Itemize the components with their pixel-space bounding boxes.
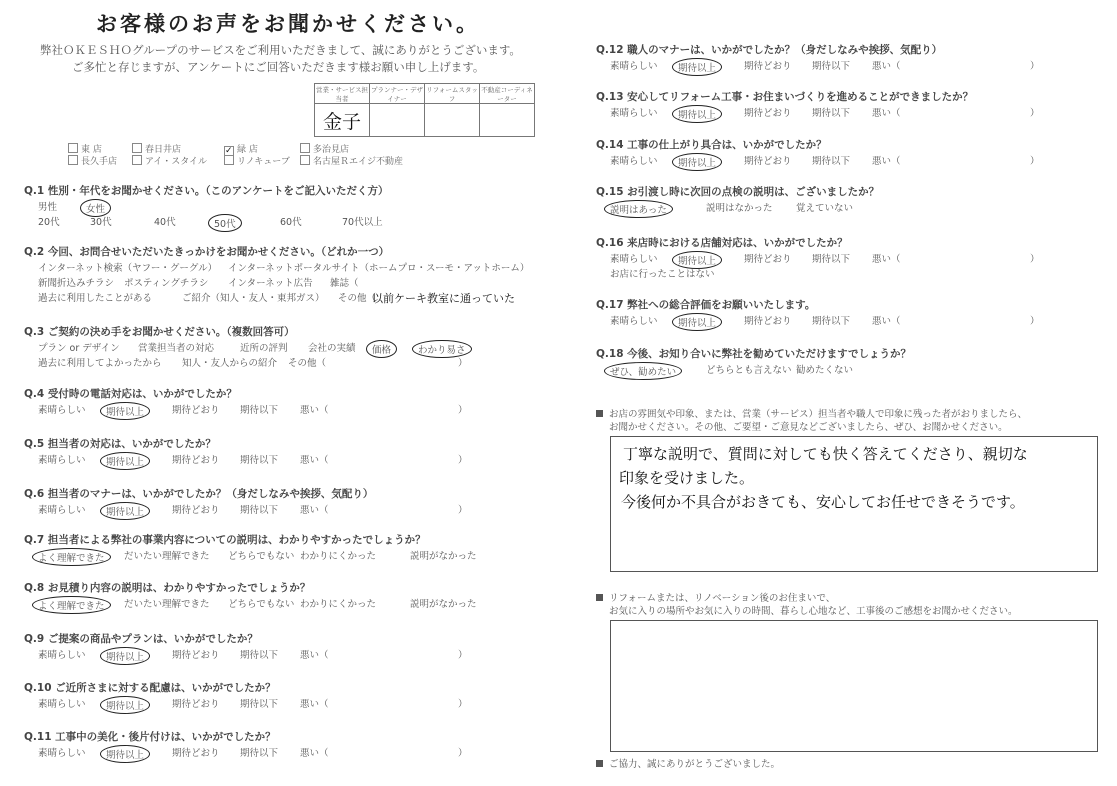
- question-label: Q.6 担当者のマナーは、いかがでしたか？（身だしなみや挨拶、気配り）: [24, 488, 374, 500]
- question-label: Q.17 弊社への総合評価をお願いいたします。: [596, 299, 816, 311]
- answer-option[interactable]: 近所の評判: [240, 343, 288, 354]
- bullet-icon: [596, 594, 603, 601]
- question-label: Q.14 工事の仕上がり具合は、いかがでしたか？: [596, 139, 827, 151]
- question-label: Q.15 お引渡し時に次回の点検の説明は、ございましたか？: [596, 186, 880, 198]
- answer-option[interactable]: ポスティングチラシ: [124, 278, 209, 289]
- store-label: リノキューブ: [237, 157, 290, 167]
- answer-option[interactable]: 期待以下: [812, 316, 851, 327]
- answer-option[interactable]: 素晴らしい: [38, 699, 86, 710]
- answer-option[interactable]: 期待どおり: [172, 505, 220, 516]
- answer-option-selected[interactable]: 期待以上: [672, 251, 722, 269]
- answer-option-selected[interactable]: 期待以上: [672, 58, 722, 76]
- answer-option-selected[interactable]: よく理解できた: [32, 548, 111, 566]
- answer-option[interactable]: 期待以下: [812, 156, 851, 167]
- answer-option-selected[interactable]: ぜひ、勧めたい: [604, 362, 682, 380]
- question-label: Q.8 お見積り内容の説明は、わかりやすかったでしょうか？: [24, 582, 311, 594]
- answer-option[interactable]: だいたい理解できた: [124, 599, 210, 610]
- answer-option: ）: [458, 358, 468, 369]
- answer-option: その他（: [338, 293, 377, 304]
- store-option[interactable]: [300, 154, 403, 167]
- answer-option[interactable]: 素晴らしい: [610, 316, 658, 327]
- answer-option[interactable]: インターネットポータルサイト（ホームプロ・スーモ・アットホーム）: [228, 263, 530, 274]
- answer-option[interactable]: 30代: [90, 217, 112, 228]
- answer-option[interactable]: 素晴らしい: [38, 455, 86, 466]
- answer-option: ）: [458, 748, 468, 759]
- answer-option[interactable]: 期待どおり: [172, 699, 220, 710]
- store-option[interactable]: [224, 154, 290, 167]
- answer-option[interactable]: 期待どおり: [172, 405, 220, 416]
- comment1-prompt: お店の雰囲気や印象、または、営業（サービス）担当者や職人で印象に残った者がおりましたら、 お聞かせください。その他、ご要望・ご意見などございましたら、ぜひ、お聞かせください。: [596, 408, 1027, 434]
- staff-header: 不動産コーディネーター: [481, 85, 533, 103]
- answer-option[interactable]: 期待以下: [812, 254, 851, 265]
- answer-option: ）: [1030, 254, 1040, 265]
- answer-option: ）: [458, 650, 468, 661]
- comment1-box[interactable]: [610, 436, 1098, 572]
- intro-line-1: 弊社ＯＫＥＳＨＯグループのサービスをご利用いただきまして、誠にありがとうございます。: [40, 43, 521, 57]
- question-label: Q.7 担当者による弊社の事業内容についての説明は、わかりやすかったでしょうか？: [24, 534, 426, 546]
- answer-option[interactable]: 期待どおり: [744, 108, 792, 119]
- answer-option[interactable]: 期待どおり: [744, 156, 792, 167]
- intro-line-2: ご多忙と存じますが、アンケートにご回答いただきます様お願い申し上げます。: [72, 60, 485, 74]
- answer-option[interactable]: 素晴らしい: [610, 61, 658, 72]
- answer-option: その他（: [288, 358, 327, 369]
- answer-option-selected[interactable]: 期待以上: [100, 696, 150, 714]
- answer-option[interactable]: わかりにくかった: [300, 599, 377, 610]
- answer-option[interactable]: 期待どおり: [744, 61, 792, 72]
- answer-option-selected[interactable]: 期待以上: [100, 402, 150, 420]
- answer-option[interactable]: 説明がなかった: [410, 551, 477, 562]
- answer-option-selected[interactable]: わかり易さ: [412, 340, 472, 358]
- answer-option[interactable]: 過去に利用したことがある: [38, 293, 153, 304]
- answer-option-selected[interactable]: 期待以上: [672, 313, 722, 331]
- store-label: 東 店: [81, 145, 102, 155]
- answer-option[interactable]: 会社の実績: [308, 343, 356, 354]
- answer-option-selected[interactable]: 期待以上: [672, 105, 722, 123]
- comment1-line: 丁寧な説明で、質問に対しても快く答えてくださり、親切な: [623, 445, 1028, 463]
- staff-header: プランナー・デザイナー: [371, 85, 423, 103]
- answer-option-selected[interactable]: 女性: [80, 199, 111, 217]
- page-title: お客様のお声をお聞かせください。: [96, 12, 480, 36]
- answer-option-selected[interactable]: 価格: [366, 340, 397, 358]
- answer-option[interactable]: 期待以下: [812, 108, 851, 119]
- answer-option: 悪い（: [872, 254, 901, 265]
- answer-option: 悪い（: [300, 650, 329, 661]
- answer-option-selected[interactable]: 期待以上: [100, 452, 150, 470]
- answer-option-selected[interactable]: 期待以上: [672, 153, 722, 171]
- answer-option-selected[interactable]: 期待以上: [100, 647, 150, 665]
- answer-option[interactable]: 60代: [280, 217, 302, 228]
- comment1-line: 印象を受けました。: [619, 469, 755, 487]
- question-label: Q.5 担当者の対応は、いかがでしたか？: [24, 438, 216, 450]
- store-label: 春日井店: [145, 145, 182, 155]
- checkbox-icon[interactable]: [300, 143, 310, 153]
- question-label: Q.9 ご提案の商品やプランは、いかがでしたか？: [24, 633, 258, 645]
- checkbox-icon[interactable]: [68, 155, 78, 165]
- answer-option[interactable]: 期待どおり: [172, 455, 220, 466]
- answer-option-selected[interactable]: 期待以上: [100, 502, 150, 520]
- answer-option[interactable]: わかりにくかった: [300, 551, 377, 562]
- staff-name-handwritten: 金子: [315, 104, 370, 137]
- answer-option[interactable]: 期待以下: [812, 61, 851, 72]
- answer-option[interactable]: 70代以上: [342, 217, 383, 228]
- store-label: 長久手店: [81, 157, 118, 167]
- answer-option[interactable]: 素晴らしい: [610, 254, 658, 265]
- answer-option: 悪い（: [300, 405, 329, 416]
- answer-option[interactable]: どちらでもない: [228, 599, 295, 610]
- answer-option[interactable]: 素晴らしい: [610, 108, 658, 119]
- answer-option[interactable]: 素晴らしい: [610, 156, 658, 167]
- answer-option[interactable]: 20代: [38, 217, 60, 228]
- store-label: アイ・スタイル: [145, 157, 208, 167]
- answer-option[interactable]: どちらでもない: [228, 551, 295, 562]
- answer-option[interactable]: インターネット検索（ヤフー・グーグル）: [38, 263, 218, 274]
- checkbox-icon[interactable]: [132, 143, 142, 153]
- answer-option: 悪い（: [872, 108, 901, 119]
- answer-option: ）: [458, 455, 468, 466]
- answer-option[interactable]: どちらとも言えない: [706, 365, 792, 376]
- question-label: Q.18 今後、お知り合いに弊社を勧めていただけますでしょうか？: [596, 348, 911, 360]
- q2-other-handwritten: 以前ケーキ教室に通っていた: [372, 292, 515, 305]
- answer-option: ）: [1030, 316, 1040, 327]
- answer-option: 悪い（: [300, 699, 329, 710]
- answer-option-selected[interactable]: 期待以上: [100, 745, 150, 763]
- answer-option: 悪い（: [300, 455, 329, 466]
- question-label: Q.16 来店時における店舗対応は、いかがでしたか？: [596, 237, 848, 249]
- staff-table: [314, 83, 535, 137]
- question-label: Q.12 職人のマナーは、いかがでしたか？（身だしなみや挨拶、気配り）: [596, 44, 943, 56]
- answer-option: ）: [1030, 156, 1040, 167]
- answer-option[interactable]: 勧めたくない: [796, 365, 854, 376]
- checkbox-icon[interactable]: [132, 155, 142, 165]
- staff-header: 営業・サービス担当者: [316, 85, 368, 103]
- answer-option[interactable]: 40代: [154, 217, 176, 228]
- answer-option[interactable]: 期待以下: [240, 748, 279, 759]
- answer-option[interactable]: 期待どおり: [744, 254, 792, 265]
- checkbox-icon[interactable]: [224, 155, 234, 165]
- store-option[interactable]: [68, 154, 117, 167]
- answer-option[interactable]: 期待以下: [240, 699, 279, 710]
- answer-option-selected[interactable]: 50代: [208, 214, 242, 232]
- answer-option: 悪い（: [872, 316, 901, 327]
- answer-option: 悪い（: [300, 505, 329, 516]
- answer-option: 悪い（: [300, 748, 329, 759]
- footer-thanks: ご協力、誠にありがとうございました。: [596, 758, 780, 771]
- answer-option: ）: [458, 699, 468, 710]
- answer-option[interactable]: 説明がなかった: [410, 599, 477, 610]
- answer-option[interactable]: 素晴らしい: [38, 650, 86, 661]
- question-label: Q.2 今回、お問合せいただいたきっかけをお聞かせください。（どれか一つ）: [24, 246, 390, 258]
- answer-option[interactable]: インターネット広告: [228, 278, 313, 289]
- answer-option[interactable]: 男性: [38, 202, 58, 213]
- answer-option[interactable]: 素晴らしい: [38, 748, 86, 759]
- store-label: 多治見店: [313, 145, 350, 155]
- checkbox-checked-icon[interactable]: ✓: [225, 146, 233, 156]
- answer-option[interactable]: 期待以下: [240, 505, 279, 516]
- answer-option: 雑誌（: [330, 278, 359, 289]
- staff-header: リフォームスタッフ: [426, 85, 478, 103]
- answer-option[interactable]: 期待どおり: [744, 316, 792, 327]
- store-option[interactable]: [132, 154, 207, 167]
- store-label: 緑 店: [237, 145, 258, 155]
- answer-option[interactable]: お店に行ったことはない: [610, 269, 715, 280]
- answer-option[interactable]: 覚えていない: [796, 203, 854, 214]
- checkbox-icon[interactable]: [300, 155, 310, 165]
- answer-option: 悪い（: [872, 156, 901, 167]
- answer-option[interactable]: 期待以下: [240, 405, 279, 416]
- question-label: Q.4 受付時の電話対応は、いかがでしたか？: [24, 388, 237, 400]
- bullet-icon: [596, 410, 603, 417]
- answer-option: 悪い（: [872, 61, 901, 72]
- question-label: Q.11 工事中の美化・後片付けは、いかがでしたか？: [24, 731, 276, 743]
- checkbox-icon[interactable]: [68, 143, 78, 153]
- answer-option[interactable]: 新聞折込みチラシ: [38, 278, 115, 289]
- answer-option-selected[interactable]: 説明はあった: [604, 200, 673, 218]
- answer-option[interactable]: 期待以下: [240, 455, 279, 466]
- answer-option[interactable]: 過去に利用してよかったから: [38, 358, 162, 369]
- answer-option: ）: [458, 405, 468, 416]
- comment2-box[interactable]: [610, 620, 1098, 752]
- answer-option: ）: [1030, 61, 1040, 72]
- answer-option[interactable]: プラン or デザイン: [38, 343, 120, 354]
- answer-option[interactable]: 期待どおり: [172, 650, 220, 661]
- answer-option[interactable]: 素晴らしい: [38, 405, 86, 416]
- answer-option[interactable]: 期待どおり: [172, 748, 220, 759]
- question-label: Q.13 安心してリフォーム工事・お住まいづくりを進めることができましたか？: [596, 91, 974, 103]
- answer-option[interactable]: 知人・友人からの紹介: [182, 358, 278, 369]
- store-label: 名古屋Ｒエイジ不動産: [313, 157, 404, 167]
- answer-option-selected[interactable]: よく理解できた: [32, 596, 111, 614]
- answer-option[interactable]: 説明はなかった: [706, 203, 773, 214]
- comment2-prompt: リフォームまたは、リノベーション後のお住まいで、 お気に入りの場所やお気に入りの時間、暮らし心地など、工事後のご感想をお聞かせください。: [596, 592, 1018, 618]
- question-label: Q.1 性別・年代をお聞かせください。（このアンケートをご記入いただく方）: [24, 185, 389, 197]
- answer-option[interactable]: だいたい理解できた: [124, 551, 210, 562]
- answer-option[interactable]: 期待以下: [240, 650, 279, 661]
- answer-option: ）: [458, 505, 468, 516]
- answer-option[interactable]: 素晴らしい: [38, 505, 86, 516]
- question-label: Q.10 ご近所さまに対する配慮は、いかがでしたか？: [24, 682, 276, 694]
- answer-option: ）: [1030, 108, 1040, 119]
- answer-option[interactable]: 営業担当者の対応: [138, 343, 215, 354]
- answer-option[interactable]: ご紹介（知人・友人・東邦ガス）: [182, 293, 325, 304]
- bullet-icon: [596, 760, 603, 767]
- question-label: Q.3 ご契約の決め手をお聞かせください。（複数回答可）: [24, 326, 295, 338]
- comment1-line: 今後何か不具合がおきても、安心してお任せできそうです。: [621, 493, 1025, 511]
